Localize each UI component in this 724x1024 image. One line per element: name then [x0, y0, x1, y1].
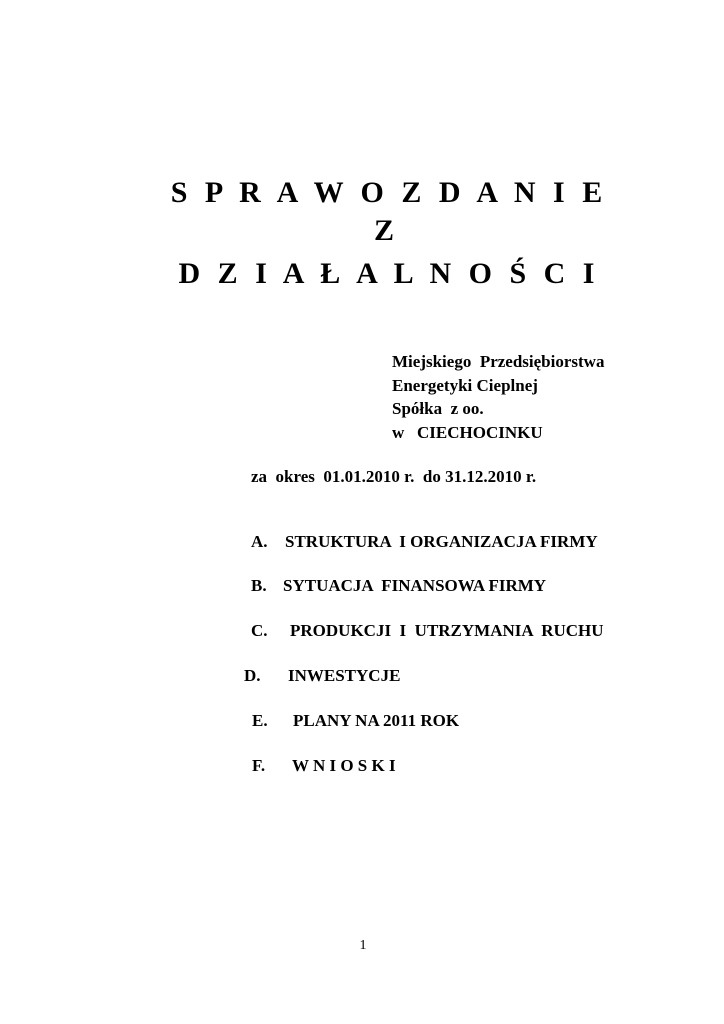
company-line: Spółka z oo.: [392, 399, 484, 418]
page-number: 1: [359, 938, 367, 953]
toc-letter: A.: [251, 532, 268, 551]
toc-label: STRUKTURA I ORGANIZACJA FIRMY: [285, 532, 598, 551]
company-line: Miejskiego Przedsiębiorstwa: [392, 352, 605, 371]
toc-letter: B.: [251, 576, 267, 595]
company-line: w CIECHOCINKU: [392, 422, 543, 442]
title-line-2: Z: [373, 214, 394, 247]
toc-letter: F.: [252, 756, 266, 775]
toc-label: W N I O S K I: [292, 756, 396, 775]
toc-label: PLANY NA 2011 ROK: [293, 711, 460, 730]
company-line: Energetyki Cieplnej: [392, 375, 538, 395]
toc-label: SYTUACJA FINANSOWA FIRMY: [283, 576, 547, 595]
reporting-period: za okres 01.01.2010 r. do 31.12.2010 r.: [251, 467, 537, 486]
toc-letter: E.: [252, 711, 268, 730]
title-line-3: D Z I A Ł A L N O Ś C I: [178, 257, 600, 290]
toc-item-f: [252, 756, 396, 816]
toc-label: INWESTYCJE: [288, 666, 401, 685]
toc-letter: D.: [244, 666, 261, 685]
toc-letter: C.: [251, 621, 268, 640]
title-line-1: S P R A W O Z D A N I E: [170, 176, 608, 209]
toc-label: PRODUKCJI I UTRZYMANIA RUCHU: [290, 621, 604, 640]
company-block: [392, 350, 604, 444]
